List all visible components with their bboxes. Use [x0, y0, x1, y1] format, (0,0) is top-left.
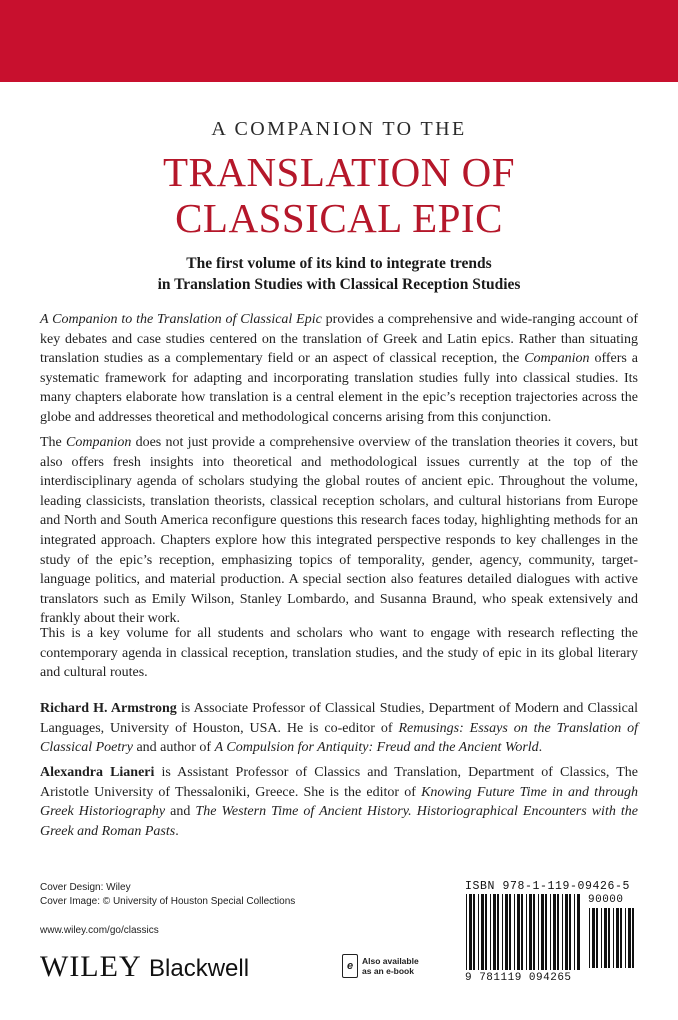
barcode-bar	[505, 894, 508, 970]
editor-bio-armstrong	[40, 699, 638, 758]
cover-image-credit: Cover Image: © University of Houston Special Collections	[40, 895, 296, 907]
barcode-number: 9 781119 094265	[465, 972, 572, 984]
ebook-line-2: as an e-book	[362, 966, 414, 976]
description-paragraph-2	[40, 433, 638, 629]
barcode-bar	[557, 894, 559, 970]
barcode-bar	[493, 894, 496, 970]
tagline-line-2: in Translation Studies with Classical Reception Studies	[157, 276, 521, 293]
barcode-bar	[466, 894, 467, 970]
barcode-bar	[497, 894, 499, 970]
barcode-bar	[608, 908, 610, 968]
barcode-bar	[574, 894, 575, 970]
barcode-bar	[485, 894, 487, 970]
barcode-bar	[616, 908, 619, 968]
tagline-line-1: The first volume of its kind to integrate trends	[186, 255, 492, 272]
editor2-name: Alexandra Lianeri	[40, 765, 155, 780]
p2-companion: Companion	[66, 435, 132, 450]
barcode-bar	[553, 894, 556, 970]
book-title-italic: A Companion to the Translation of Classical Epic	[40, 312, 322, 327]
series-title: A COMPANION TO THE	[211, 118, 467, 140]
p2-text-a: The	[40, 435, 66, 450]
barcode-bar	[481, 894, 484, 970]
barcode-bar	[533, 894, 535, 970]
barcode-bar	[521, 894, 523, 970]
book-title-line-2: CLASSICAL EPIC	[175, 195, 503, 241]
editor1-book2: A Compulsion for Antiquity: Freud and the Ancient World	[214, 740, 539, 756]
editor2-book1: Knowing Future Time in and through Greek Historiography	[40, 784, 639, 820]
barcode-bar	[592, 908, 595, 968]
barcode-bar	[628, 908, 631, 968]
barcode-bar	[625, 908, 626, 968]
barcode-bar	[550, 894, 551, 970]
isbn-label: ISBN 978-1-119-09426-5	[465, 880, 631, 893]
barcode-bar	[565, 894, 568, 970]
barcode-addon-number: 90000	[588, 894, 624, 906]
editor-bio-lianeri	[40, 763, 638, 841]
editor1-text-b: and author of	[132, 740, 215, 756]
publisher-logo	[40, 950, 249, 984]
description-paragraph-3: This is a key volume for all students and scholars who want to engage with research reflecting the contemporary agenda in classical reception, translation studies, and the study of epic in its global literary and cultural routes.	[40, 626, 638, 681]
barcode-bar	[490, 894, 491, 970]
editor2-text-b: and	[165, 804, 196, 820]
description-paragraph-1	[40, 310, 638, 428]
barcode-bar	[526, 894, 527, 970]
blackwell-wordmark: Blackwell	[149, 955, 250, 982]
barcode-bar	[545, 894, 547, 970]
barcode-bar	[514, 894, 515, 970]
ebook-notice	[342, 954, 419, 978]
wiley-wordmark: WILEY	[40, 950, 141, 983]
isbn-barcode	[465, 894, 585, 972]
editor1-text-a: is Associate Professor of Classical Studies, Department of Modern and Classical Languages, University of Houston, USA. He is co-editor of	[40, 701, 639, 736]
cover-design-credit: Cover Design: Wiley	[40, 882, 131, 893]
barcode-bar	[604, 908, 607, 968]
barcode-bar	[613, 908, 614, 968]
addon-barcode	[588, 908, 640, 970]
barcode-bar	[601, 908, 602, 968]
editor1-book1: Remusings: Essays on the Translation of Classical Poetry	[40, 720, 639, 756]
barcode-bar	[469, 894, 472, 970]
barcode-bar	[517, 894, 520, 970]
tagline	[0, 253, 678, 295]
top-color-band	[0, 0, 678, 82]
cover-credits	[40, 881, 295, 908]
editor2-book2: The Western Time of Ancient History. Historiographical Encounters with the Greek and Roman Pasts	[40, 804, 638, 839]
barcode-bar	[478, 894, 479, 970]
barcode-bar	[541, 894, 544, 970]
barcode-bar	[577, 894, 580, 970]
barcode-bar	[502, 894, 503, 970]
p1-companion: Companion	[524, 351, 590, 367]
editor1-name: Richard H. Armstrong	[40, 701, 177, 716]
p1-text-b: offers a systematic framework for adapting and incorporating translation studies fully into classical studies. Its many chapters elaborate how translation is a central element in the epic’s reception trajectories across the globe and addresses theoretical and methodological concerns arising from this conjunction.	[40, 351, 638, 425]
editor2-text-a: is Assistant Professor of Classics and Translation, Department of Classics, The Aristotle University of Thessaloniki, Greece. She is the editor of	[40, 765, 638, 800]
barcode-bar	[509, 894, 511, 970]
barcode-bar	[473, 894, 475, 970]
website-url: www.wiley.com/go/classics	[40, 925, 159, 936]
barcode-bar	[562, 894, 563, 970]
barcode-bar	[596, 908, 598, 968]
barcode-bar	[529, 894, 532, 970]
barcode-bar	[538, 894, 539, 970]
ebook-line-1: Also available	[362, 956, 419, 966]
barcode-bar	[620, 908, 622, 968]
editor2-text-c: .	[175, 823, 179, 839]
barcode-bar	[589, 908, 590, 968]
editor1-text-c: .	[538, 740, 543, 756]
p1-text-a: provides a comprehensive and wide-ranging account of key debates and case studies centered on the translation of Greek and Latin epics. Rather than situating translation studies as a complementary field or an aspect of classical reception, the	[40, 312, 638, 367]
barcode-bar	[632, 908, 634, 968]
ebook-icon: e	[342, 954, 358, 978]
p2-text-b: does not just provide a comprehensive overview of the translation theories it covers, but also offers fresh insights into theoretical and methodological issues currently at the top of the interdisciplinary agenda of scholars studying the global routes of ancient epic. Throughout the volume, leading classicists, translation theorists, classical reception scholars, and cultural historians from Europe and North and South America reconfigure questions this research faces today, highlighting methods for an integrated approach. Chapters explore how this integrated perspective responds to key challenges in the study of the epic’s reception, emphasizing topics of temporality, gender, agency, community, target-language politics, and material production. A special section also features detailed dialogues with active translators such as Emily Wilson, Stanley Lombardo, and Susanna Braund, who speak extensively and frankly about their work.	[40, 435, 639, 627]
book-title-line-1: TRANSLATION OF	[162, 149, 516, 195]
barcode-bar	[569, 894, 571, 970]
